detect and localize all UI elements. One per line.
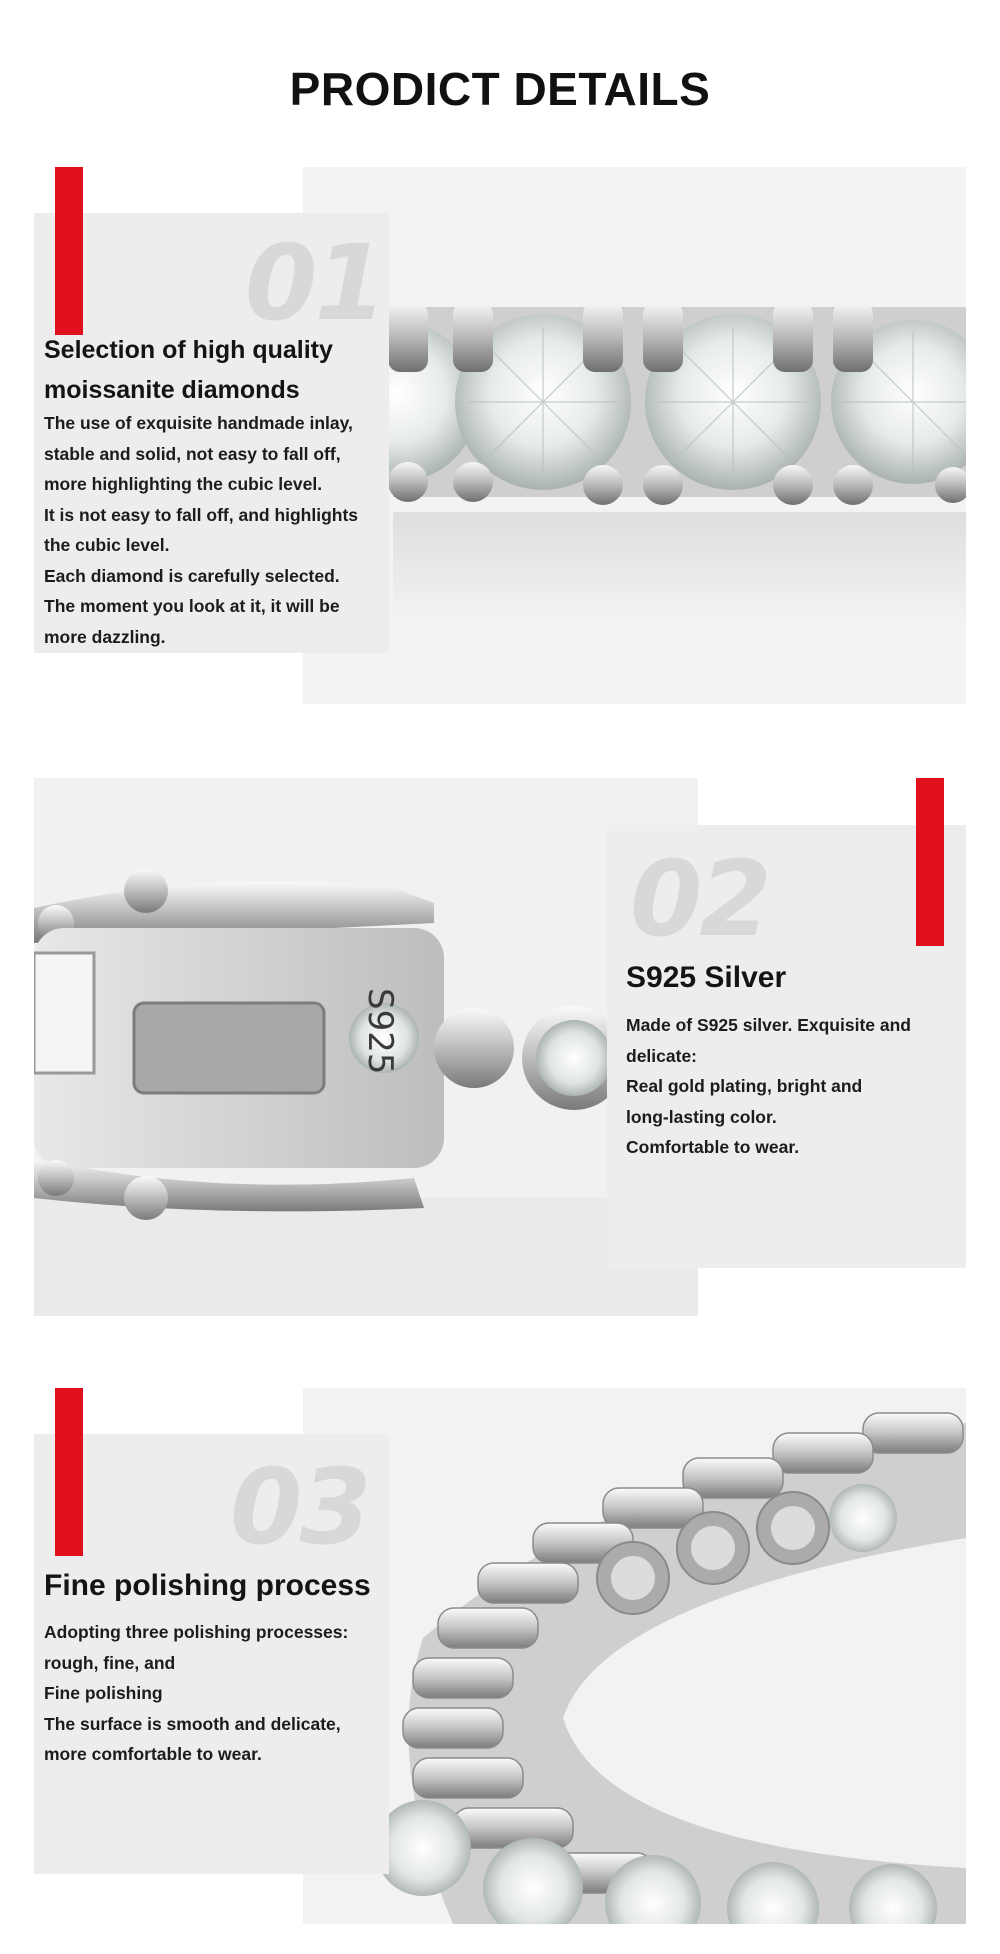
section-02-photo (34, 778, 698, 1316)
silver-clasp-image (34, 778, 698, 1316)
clasp-engraving: S925 (360, 988, 400, 1075)
tennis-bracelet-image (303, 1388, 966, 1924)
diamond-row-image (303, 167, 966, 704)
section-02-red-bar (916, 778, 944, 946)
section-03-photo (303, 1388, 966, 1924)
section-03-red-bar (55, 1388, 83, 1556)
section-01-description: The use of exquisite handmade inlay, stable and solid, not easy to fall off, more highlighting the cubic level. It is not easy to fall off, and highlights the cubic level. Each diamond is carefully selected. The moment you look at it, it will be more dazzling. (44, 413, 359, 647)
page-title: PRODICT DETAILS (289, 63, 711, 115)
section-03-description: Adopting three polishing processes: rough, fine, and Fine polishing The surface is smooth and delicate, more comfortable to wear. (44, 1622, 349, 1764)
section-02-heading: S925 Silver (626, 961, 787, 994)
section-03-number: 03 (230, 1446, 369, 1568)
section-02-description: Made of S925 silver. Exquisite and delicate: Real gold plating, bright and long-lasting color. Comfortable to wear. (626, 1015, 911, 1157)
section-02-number: 02 (630, 838, 769, 960)
section-01-photo (303, 167, 966, 704)
section-03-heading: Fine polishing process (44, 1569, 371, 1602)
section-01-number: 01 (245, 222, 384, 344)
section-01-heading: Selection of high quality moissanite diamonds (44, 336, 333, 404)
section-01-red-bar (55, 167, 83, 335)
